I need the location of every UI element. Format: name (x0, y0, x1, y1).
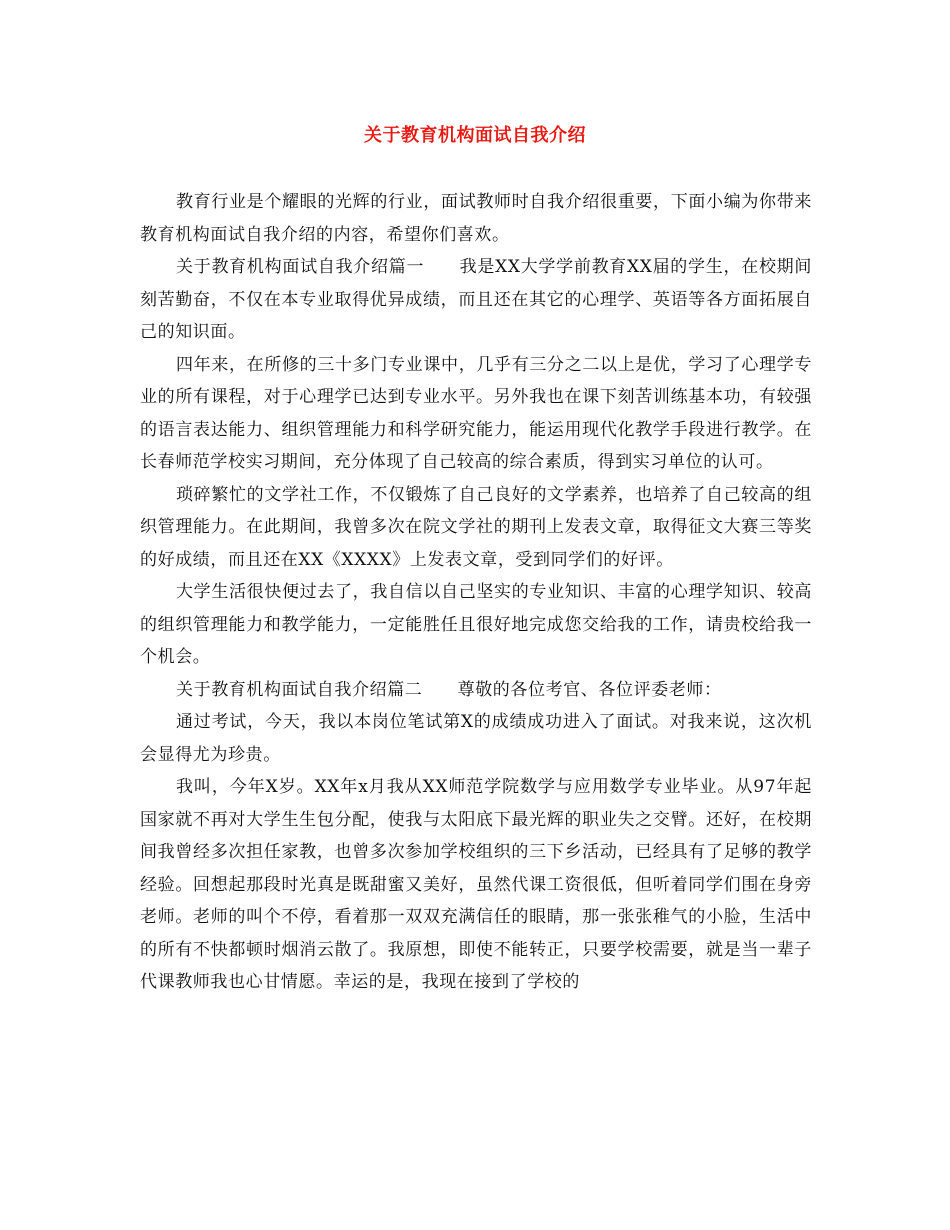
document-title: 关于教育机构面试自我介绍 (364, 125, 586, 146)
paragraph-four-years: 四年来，在所修的三十多门专业课中，几乎有三分之二以上是优，学习了心理学专业的所有课程，对于心理学已达到专业水平。另外我也在课下刻苦训练基本功，有较强的语言表达能力、组织管理能力和科学研究能力，能运用现代化教学手段进行教学。在长春师范学校实习期间，充分体现了自己较高的综合素质，得到实习单位的认可。 (140, 354, 812, 472)
paragraph-closing-one: 大学生活很快便过去了，我自信以自己坚实的专业知识、丰富的心理学知识、较高的组织管理能力和教学能力，一定能胜任且很好地完成您交给我的工作，请贵校给我一个机会。 (140, 582, 812, 667)
paragraph-background: 我叫，今年X岁。XX年x月我从XX师范学院数学与应用数学专业毕业。从97年起国家就不再对大学生生包分配，使我与太阳底下最光辉的职业失之交臂。还好，在校期间我曾经多次担任家教，也曾多次参加学校组织的三下乡活动，已经具有了足够的教学经验。回想起那段时光真是既甜蜜又美好，虽然代课工资很低，但听着同学们围在身旁老师。老师的叫个不停，看着那一双双充满信任的眼睛，那一张张稚气的小脸，生活中的所有不快都顿时烟消云散了。我原想，即使不能转正，只要学校需要，就是当一辈子代课教师我也心甘情愿。幸运的是，我现在接到了学校的 (140, 777, 812, 992)
paragraph-part-two-greeting: 关于教育机构面试自我介绍篇二 尊敬的各位考官、各位评委老师： (176, 679, 722, 700)
paragraph-literary-club: 琐碎繁忙的文学社工作，不仅锻炼了自己良好的文学素养，也培养了自己较高的组织管理能力。在此期间，我曾多次在院文学社的期刊上发表文章，取得征文大赛三等奖的好成绩，而且还在XX《XXXX》上发表文章，受到同学们的好评。 (140, 484, 812, 570)
document-body (140, 186, 812, 999)
paragraph-part-one-intro: 关于教育机构面试自我介绍篇一 我是XX大学学前教育XX届的学生，在校期间刻苦勤奋，不仅在本专业取得优异成绩，而且还在其它的心理学、英语等各方面拓展自己的知识面。 (140, 257, 812, 342)
paragraph-intro: 教育行业是个耀眼的光辉的行业，面试教师时自我介绍很重要，下面小编为你带来教育机构面试自我介绍的内容，希望你们喜欢。 (140, 192, 812, 245)
paragraph-exam-result: 通过考试，今天，我以本岗位笔试第X的成绩成功进入了面试。对我来说，这次机会显得尤为珍贵。 (140, 712, 812, 765)
